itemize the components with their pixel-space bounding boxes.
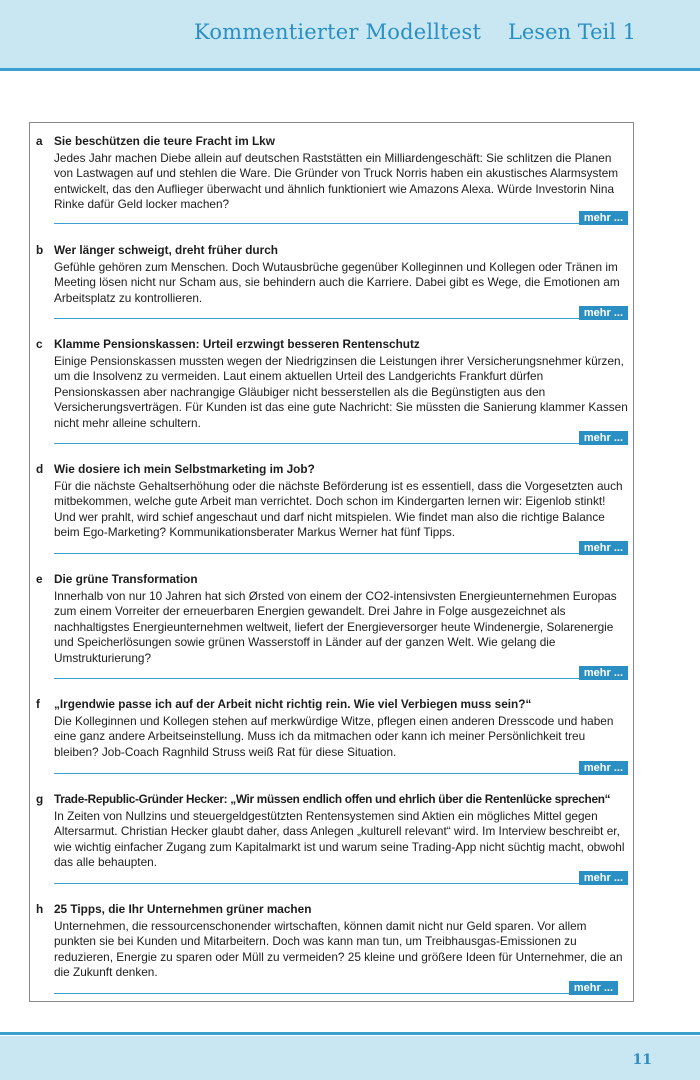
article-f (36, 697, 628, 774)
article-letter: h (36, 902, 44, 916)
article-divider (54, 553, 628, 554)
article-headline: Wie dosiere ich mein Selbstmarketing im Job? (54, 462, 315, 476)
more-link[interactable]: mehr ... (579, 306, 628, 320)
article-headline: Sie beschützen die teure Fracht im Lkw (54, 134, 275, 148)
more-link[interactable]: mehr ... (579, 761, 628, 775)
article-headline: Wer länger schweigt, dreht früher durch (54, 243, 278, 257)
more-link[interactable]: mehr ... (579, 211, 628, 225)
article-divider (54, 773, 628, 774)
article-teaser: Für die nächste Gehaltserhöhung oder die nächste Beförderung ist es essentiell, dass die Vorgesetzten auch mitbekommen, welche gute Arbeit man verrichtet. Doch schon im Kindergarten lernen wir: Eigenlob stinkt! Und wer prahlt, wird schief angeschaut und darf nicht mitspielen. Wie findet man also die richtige Balance beim Ego-Marketing? Kommunikationsberater Markus Werner hat fünf Tipps. (54, 478, 623, 540)
footer-divider (0, 1032, 700, 1035)
article-teaser: Einige Pensionskassen mussten wegen der Niedrigzinsen die Leistungen ihrer Versicherungsnehmer kürzen, um die Insolvenz zu vermeiden. Laut einem aktuellen Urteil des Landgerichts Frankfurt dürfen Pensionskassen aber nachrangige Gläubiger nicht besserstellen als die Begünstigten aus den Versicherungsverträgen. Für Kunden ist das eine gute Nachricht: Sie müssten die Sanierung klammer Kassen nicht mehr alleine schultern. (54, 353, 628, 430)
article-b (36, 243, 628, 319)
article-letter: c (36, 337, 43, 351)
article-divider (54, 678, 628, 679)
article-h (36, 902, 628, 994)
article-divider (54, 883, 628, 884)
article-teaser: Die Kolleginnen und Kollegen stehen auf merkwürdige Witze, pflegen einen anderen Dresscode und haben eine ganz andere Arbeitseinstellung. Muss ich da mitmachen oder kann ich meiner Persönlichkeit treu bleiben? Job-Coach Ragnhild Struss weiß Rat für diese Situation. (54, 713, 614, 759)
article-divider (54, 223, 628, 224)
article-headline: Trade-Republic-Gründer Hecker: „Wir müssen endlich offen und ehrlich über die Rentenlücke sprechen“ (54, 792, 611, 806)
more-link[interactable]: mehr ... (579, 431, 628, 445)
article-headline: Klamme Pensionskassen: Urteil erzwingt besseren Rentenschutz (54, 337, 420, 351)
article-divider (54, 443, 628, 444)
article-divider (54, 318, 628, 319)
article-teaser: Unternehmen, die ressourcenschonender wirtschaften, können damit nicht nur Geld sparen. Vor allem punkten sie bei Kunden und Mitarbeitern. Doch was kann man tun, um Treibhausgas-Emissionen zu reduzieren, Energie zu sparen oder Müll zu vermeiden? 25 kleine und größere Ideen für Unternehmer, die an die Zukunft denken. (54, 918, 623, 980)
article-headline: Die grüne Transformation (54, 572, 198, 586)
article-letter: e (36, 572, 43, 586)
article-headline: „Irgendwie passe ich auf der Arbeit nicht richtig rein. Wie viel Verbiegen muss sein?“ (54, 697, 532, 711)
more-link[interactable]: mehr ... (579, 666, 628, 680)
page-number: 11 (632, 1052, 652, 1068)
article-d (36, 462, 628, 554)
article-divider (54, 993, 618, 994)
article-c (36, 337, 628, 444)
article-letter: a (36, 134, 43, 148)
more-link[interactable]: mehr ... (579, 871, 628, 885)
article-g (36, 792, 628, 884)
page-title: Kommentierter Modelltest (194, 20, 482, 44)
article-letter: g (36, 792, 44, 806)
article-letter: b (36, 243, 44, 257)
more-link[interactable]: mehr ... (569, 981, 618, 995)
article-headline: 25 Tipps, die Ihr Unternehmen grüner machen (54, 902, 312, 916)
article-a (36, 134, 628, 224)
article-teaser: In Zeiten von Nullzins und steuergeldgestützten Rentensystemen sind Aktien ein mögliches Mittel gegen Altersarmut. Christian Hecker glaubt daher, dass Anlegen „kulturell relevant“ wird. Im Interview beschreibt er, wie wichtig einfacher Zugang zum Kapitalmarkt ist und warum seine Trading-App nicht süchtig macht, obwohl das alle behaupten. (54, 808, 625, 870)
article-teaser: Innerhalb von nur 10 Jahren hat sich Ørsted von einem der CO2-intensivsten Energieunternehmen Europas zum einem Vorreiter der erneuerbaren Energien gewandelt. Drei Jahre in Folge ausgezeichnet als nachhaltigstes Energieunternehmen weltweit, liefert der Energieversorger heute Windenergie, Solarenergie und Speicherlösungen sowie grünen Wasserstoff in Länder auf der ganzen Welt. Wie gelang die Umstrukturierung? (54, 588, 617, 665)
page-footer-band (0, 1036, 700, 1080)
article-teaser: Jedes Jahr machen Diebe allein auf deutschen Raststätten ein Milliardengeschäft: Sie schlitzen die Planen von Lastwagen auf und stehlen die Ware. Die Gründer von Truck Norris haben ein akustisches Alarmsystem entwickelt, das den Auflieger überwacht und ähnlich funktioniert wie Amazons Alexa. Würde Investorin Nina Rinke dafür Geld locker machen? (54, 150, 619, 212)
article-e (36, 572, 628, 679)
article-letter: f (36, 697, 40, 711)
article-letter: d (36, 462, 44, 476)
header-divider (0, 68, 700, 71)
article-teaser: Gefühle gehören zum Menschen. Doch Wutausbrüche gegenüber Kolleginnen und Kollegen oder Tränen im Meeting lösen nicht nur Scham aus, sie behindern auch die Karriere. Dabei gibt es Wege, die Emotionen am Arbeitsplatz zu kontrollieren. (54, 259, 620, 305)
more-link[interactable]: mehr ... (579, 541, 628, 555)
section-title: Lesen Teil 1 (507, 20, 636, 44)
